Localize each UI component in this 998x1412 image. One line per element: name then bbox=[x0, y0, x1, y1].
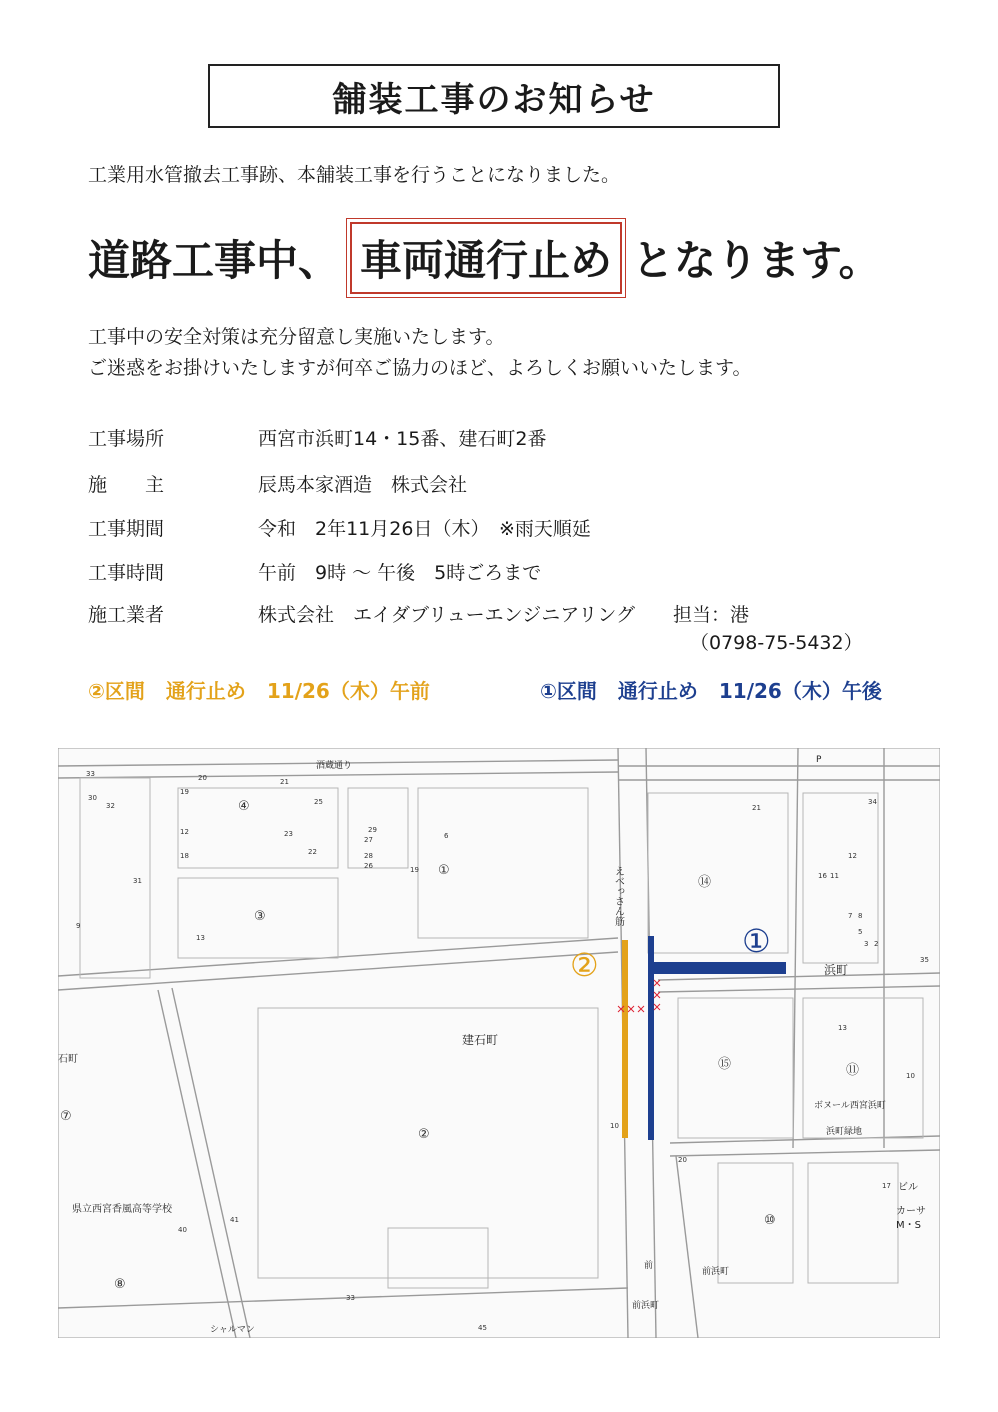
info-value: 西宮市浜町14・15番、建石町2番 bbox=[258, 428, 547, 450]
lot-number: 32 bbox=[106, 802, 115, 810]
info-value: 令和 2年11月26日（木） ※雨天順延 bbox=[258, 518, 591, 540]
section-1-when: 11/26（木）午後 bbox=[718, 679, 882, 703]
info-label: 施工業者 bbox=[88, 604, 165, 626]
label-carsa: カーサ bbox=[896, 1206, 926, 1217]
lot-number: 5 bbox=[858, 928, 863, 936]
lot-number: 3 bbox=[864, 940, 869, 948]
lot-number: 23 bbox=[284, 830, 293, 838]
lot-number: 13 bbox=[196, 934, 205, 942]
block-id: ⑪ bbox=[846, 1063, 860, 1078]
lot-number: 6 bbox=[444, 832, 449, 840]
info-label: 工事期間 bbox=[88, 518, 165, 540]
section-2-name: ②区間 bbox=[88, 679, 145, 703]
page-title: 舗装工事のお知らせ bbox=[208, 64, 780, 128]
lot-number: 10 bbox=[610, 1122, 619, 1130]
info-value: 株式会社 エイダブリューエンジニアリング 担当：港 bbox=[258, 604, 750, 626]
label-ms: M・S bbox=[896, 1220, 921, 1231]
headline bbox=[88, 222, 881, 294]
safety-line: ご迷惑をお掛けいたしますが何卒ご協力のほど、よろしくお願いいたします。 bbox=[88, 357, 752, 379]
lot-number: 8 bbox=[858, 912, 863, 920]
lot-number: 40 bbox=[178, 1226, 187, 1234]
label-ebessan: えべっさん筋 bbox=[612, 866, 624, 926]
label-p: P bbox=[816, 755, 822, 765]
label-tateishi: 建石町 bbox=[462, 1033, 499, 1047]
info-label: 施 主 bbox=[88, 474, 165, 496]
lot-number: 33 bbox=[86, 770, 95, 778]
label-hama: 浜町 bbox=[824, 963, 849, 977]
block-id: ⑦ bbox=[60, 1109, 72, 1124]
section-1-marker: ① bbox=[742, 922, 771, 960]
info-value: 午前 9時 ～ 午後 5時ごろまで bbox=[258, 562, 542, 584]
lot-number: 17 bbox=[882, 1182, 891, 1190]
headline-prefix: 道路工事中、 bbox=[88, 236, 341, 285]
label-mae-hama-1: 前浜町 bbox=[632, 1301, 660, 1311]
lot-number: 13 bbox=[838, 1024, 847, 1032]
lot-number: 22 bbox=[308, 848, 317, 856]
lot-number: 21 bbox=[280, 778, 289, 786]
lot-number: 20 bbox=[678, 1156, 687, 1164]
section-2-when: 11/26（木）午前 bbox=[266, 679, 430, 703]
label-bonoeru: ボヌール西宮浜町 bbox=[814, 1101, 886, 1111]
block-id: ④ bbox=[238, 799, 250, 814]
info-value: 辰馬本家酒造 株式会社 bbox=[258, 474, 468, 496]
section-2-marker: ② bbox=[570, 946, 599, 984]
lot-number: 12 bbox=[180, 828, 189, 836]
safety-line: 工事中の安全対策は充分留意し実施いたします。 bbox=[88, 326, 505, 348]
lot-number: 2 bbox=[874, 940, 879, 948]
section-1-name: ①区間 bbox=[540, 679, 597, 703]
lot-number: 35 bbox=[920, 956, 929, 964]
section-1-horizontal-bar bbox=[654, 962, 786, 974]
block-id: ⑭ bbox=[698, 875, 712, 890]
lot-number: 30 bbox=[88, 794, 97, 802]
lot-number: 10 bbox=[906, 1072, 915, 1080]
lot-number: 29 bbox=[368, 826, 377, 834]
lot-number: 33 bbox=[346, 1294, 355, 1302]
headline-suffix: となります。 bbox=[632, 236, 881, 285]
lot-number: 41 bbox=[230, 1216, 239, 1224]
label-street: 酒蔵通り bbox=[316, 761, 353, 771]
block-id: ③ bbox=[254, 909, 266, 924]
lot-number: 31 bbox=[133, 877, 142, 885]
label-mae: 前 bbox=[644, 1261, 654, 1271]
lot-number: 19 bbox=[410, 866, 419, 874]
section-2-status: 通行止め bbox=[165, 679, 246, 703]
section-2-notice bbox=[88, 675, 444, 704]
block-id: ⑩ bbox=[764, 1213, 776, 1228]
safety-notice bbox=[88, 322, 751, 384]
lot-number: 19 bbox=[180, 788, 189, 796]
info-label: 工事場所 bbox=[88, 428, 165, 450]
block-id: ① bbox=[438, 863, 450, 878]
lot-number: 25 bbox=[314, 798, 323, 806]
lot-number: 28 bbox=[364, 852, 373, 860]
lot-number: 7 bbox=[848, 912, 853, 920]
info-label: 工事時間 bbox=[88, 562, 165, 584]
section-1-notice bbox=[540, 675, 896, 704]
label-mae-hama-2: 前浜町 bbox=[702, 1267, 730, 1277]
lot-number: 26 bbox=[364, 862, 373, 870]
lot-number: 12 bbox=[848, 852, 857, 860]
section-1-vertical-bar bbox=[648, 936, 654, 1140]
block-id: ② bbox=[418, 1127, 430, 1142]
lot-number: 21 bbox=[752, 804, 761, 812]
label-building: ビル bbox=[898, 1182, 918, 1193]
lot-number: 18 bbox=[180, 852, 189, 860]
lot-number: 34 bbox=[868, 798, 877, 806]
label-sharuman: シャルマン bbox=[210, 1325, 255, 1335]
label-ryokuchi: 浜町緑地 bbox=[826, 1127, 863, 1137]
lot-number: 16 bbox=[818, 872, 827, 880]
headline-emphasis: 車両通行止め bbox=[350, 222, 622, 294]
lot-number: 45 bbox=[478, 1324, 487, 1332]
intro-text: 工業用水管撤去工事跡、本舗装工事を行うことになりました。 bbox=[88, 164, 621, 186]
lot-number: 11 bbox=[830, 872, 839, 880]
lot-number: 20 bbox=[198, 774, 207, 782]
lot-number: 27 bbox=[364, 836, 373, 844]
section-1-status: 通行止め bbox=[617, 679, 698, 703]
label-school: 県立西宮香風高等学校 bbox=[72, 1204, 172, 1215]
construction-map bbox=[58, 748, 940, 1338]
label-ishimachi: 石町 bbox=[58, 1054, 78, 1065]
contact-phone: （0798-75-5432） bbox=[690, 632, 863, 654]
block-id: ⑮ bbox=[718, 1057, 732, 1072]
block-id: ⑧ bbox=[114, 1277, 126, 1292]
section-2-bar bbox=[622, 940, 628, 1138]
lot-number: 9 bbox=[76, 922, 81, 930]
